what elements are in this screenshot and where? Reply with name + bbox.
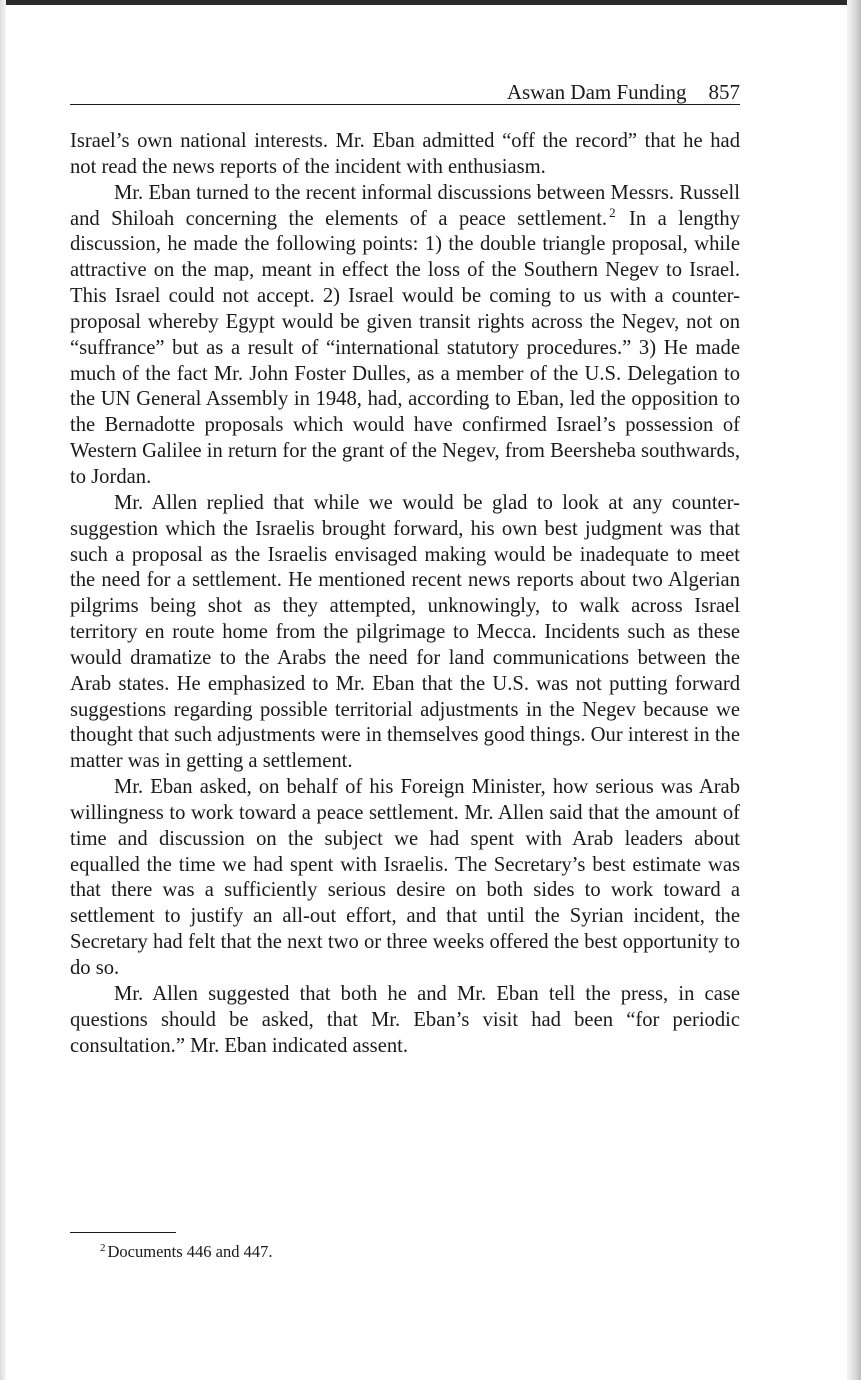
page-number: 857 [708, 80, 740, 104]
scan-top-edge [0, 0, 861, 5]
scan-right-edge [847, 0, 861, 1380]
footnote-divider [70, 1232, 176, 1233]
paragraph-eban-points [70, 181, 740, 491]
running-header [70, 80, 740, 105]
paragraph-arab-willingness: Mr. Eban asked, on behalf of his Foreign Minister, how serious was Arab willingness to work toward a peace settlement. Mr. Allen said that the amount of time and discussion on the subject we had spent with Arab leaders about equalled the time we had spent with Israelis. The Secretary’s best estimate was that there was a sufficiently serious desire on both sides to work toward a settlement to justify an all-out effort, and that until the Syrian incident, the Secretary had felt that the next two or three weeks offered the best opportunity to do so. [70, 776, 740, 979]
scan-left-edge [0, 0, 6, 1380]
paragraph-allen-reply: Mr. Allen replied that while we would be glad to look at any counter-suggestion which the Israelis brought forward, his own best judgment was that such a proposal as the Israelis envisaged making would be inadequate to meet the need for a settlement. He mentioned recent news reports about two Algerian pilgrims being shot as they attempted, unknowingly, to walk across Israel territory en route home from the pilgrimage to Mecca. Incidents such as these would dramatize to the Arabs the need for land communications between the Arab states. He emphasized to Mr. Eban that the U.S. was not putting forward suggestions regarding possible territorial adjustments in the Negev because we thought that such adjustments were in themselves good things. Our interest in the matter was in getting a settlement. [70, 491, 740, 773]
footnote-text: Documents 446 and 447. [107, 1242, 273, 1261]
paragraph-continued: Israel’s own national interests. Mr. Eban admitted “off the record” that he had not read the news reports of the incident with enthusiasm. [70, 130, 740, 178]
footnote [100, 1241, 700, 1263]
body-text [70, 129, 740, 1059]
footnote-reference: 2 [609, 204, 616, 220]
footnote-number: 2 [100, 1242, 106, 1254]
paragraph-text: Mr. Eban turned to the recent informal discussions between Messrs. Russell and Shiloah concerning the elements of a peace settlement. [70, 181, 740, 230]
paragraph-text: In a lengthy discussion, he made the following points: 1) the double triangle proposal, while attractive on the map, meant in effect the loss of the Southern Negev to Israel. This Israel could not accept. 2) Israel would be coming to us with a counter-proposal whereby Egypt would be given transit rights across the Negev, not on “suffrance” but as a result of “international statutory procedures.” 3) He made much of the fact Mr. John Foster Dulles, as a member of the U.S. Delegation to the UN General Assembly in 1948, had, according to Eban, led the opposition to the Bernadotte proposals which would have confirmed Israel’s possession of Western Galilee in return for the grant of the Negev, from Beersheba southwards, to Jordan. [70, 207, 740, 488]
running-title: Aswan Dam Funding [506, 80, 687, 104]
paragraph-press-statement: Mr. Allen suggested that both he and Mr. Eban tell the press, in case questions should be asked, that Mr. Eban’s visit had been “for periodic consultation.” Mr. Eban indicated assent. [70, 982, 740, 1057]
